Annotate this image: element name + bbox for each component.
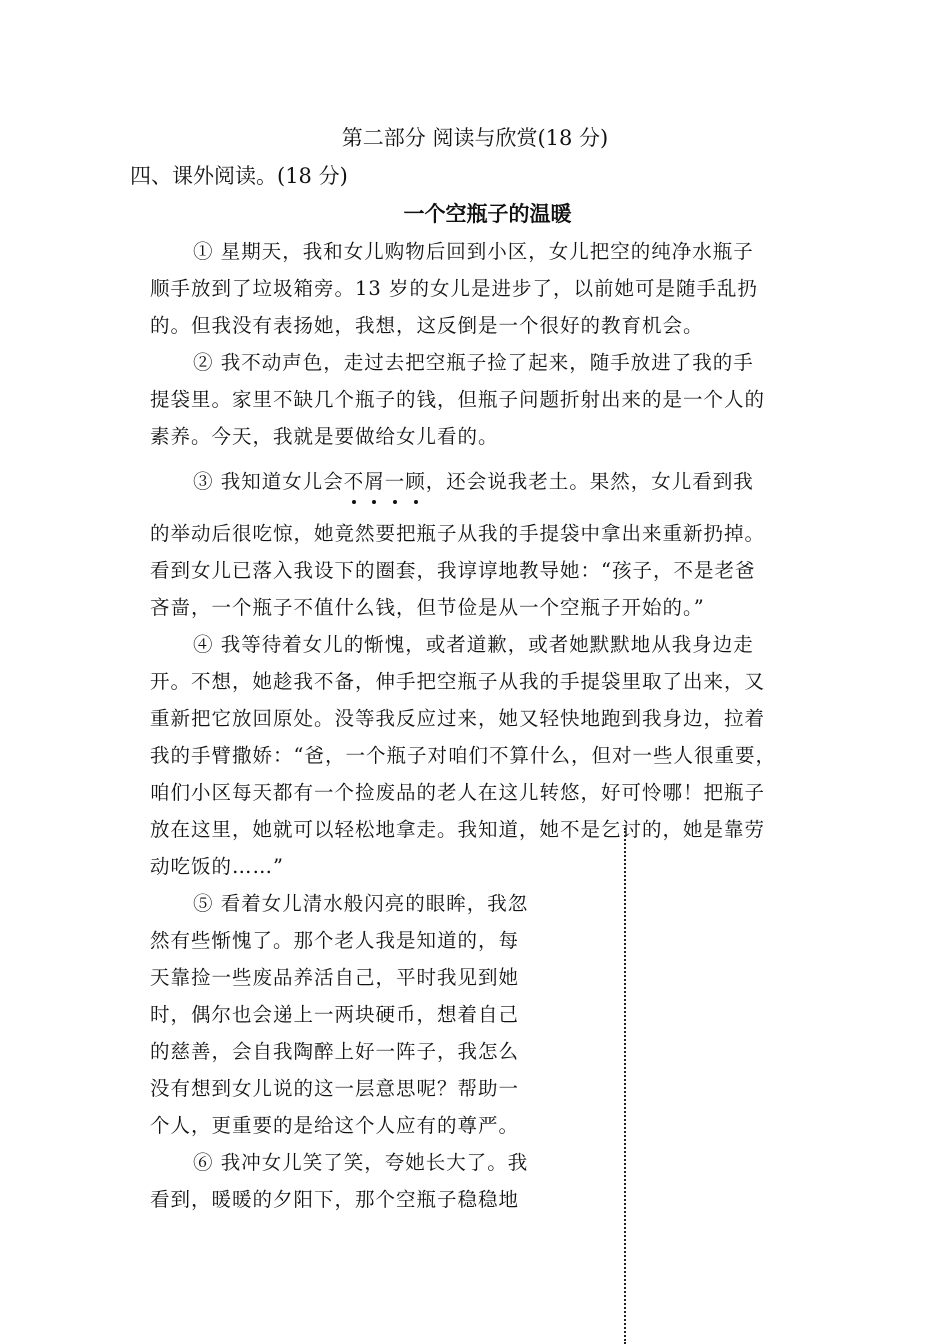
emphasis-char: 顾	[405, 466, 426, 494]
passage-line: 天靠捡一些废品养活自己，平时我见到她	[150, 966, 520, 989]
section-title	[130, 160, 348, 190]
passage-line: 放在这里，她就可以轻松地拿走。我知道，她不是乞讨的，她是靠劳	[150, 818, 766, 841]
emphasis-char: 屑	[364, 466, 385, 494]
passage-line: 开。不想，她趁我不备，伸手把空瓶子从我的手提袋里取了出来，又	[150, 670, 766, 693]
passage-line: 吝啬，一个瓶子不值什么钱，但节俭是从一个空瓶子开始的。”	[150, 596, 705, 619]
passage-line: 的举动后很吃惊，她竟然要把瓶子从我的手提袋中拿出来重新扔掉。	[150, 522, 766, 545]
emphasis-char: 一	[385, 466, 406, 494]
part-title: 第二部分 阅读与欣赏(18 分)	[341, 126, 609, 150]
passage-line: 没有想到女儿说的这一层意思呢？帮助一	[150, 1077, 520, 1100]
passage-line-emphasis	[193, 466, 754, 494]
passage-line: 重新把它放回原处。没等我反应过来，她又轻快地跑到我身边，拉着	[150, 707, 766, 730]
passage-line: 我的手臂撒娇：“爸，一个瓶子对咱们不算什么，但对一些人很重要，	[150, 744, 776, 767]
passage-line: 的。但我没有表扬她，我想，这反倒是一个很好的教育机会。	[150, 314, 704, 337]
emphasis-char: 不	[344, 466, 365, 494]
passage-line: 素养。今天，我就是要做给女儿看的。	[150, 425, 499, 448]
para3-before: ③ 我知道女儿会	[193, 470, 344, 493]
section-score: (18 分)	[277, 164, 348, 188]
passage-line: 时，偶尔也会递上一两块硬币，想着自己	[150, 1003, 520, 1026]
passage-line: ④ 我等待着女儿的惭愧，或者道歉，或者她默默地从我身边走	[193, 633, 754, 656]
passage-line: 看到，暖暖的夕阳下，那个空瓶子稳稳地	[150, 1188, 520, 1211]
passage-line: ⑥ 我冲女儿笑了笑，夸她长大了。我	[193, 1151, 529, 1174]
passage-line: 看到女儿已落入我设下的圈套，我谆谆地教导她：“孩子，不是老爸	[150, 559, 756, 582]
passage-line: ① 星期天，我和女儿购物后回到小区，女儿把空的纯净水瓶子	[193, 240, 754, 263]
passage-line: 咱们小区每天都有一个捡废品的老人在这儿转悠，好可怜哪！把瓶子	[150, 781, 766, 804]
section-label: 四、课外阅读。	[130, 164, 277, 188]
passage-line: 动吃饭的……”	[150, 855, 284, 878]
passage-line: 个人，更重要的是给这个人应有的尊严。	[150, 1114, 520, 1137]
passage-line: 提袋里。家里不缺几个瓶子的钱，但瓶子问题折射出来的是一个人的	[150, 388, 766, 411]
article-title: 一个空瓶子的温暖	[403, 202, 572, 226]
passage-line: 然有些惭愧了。那个老人我是知道的，每	[150, 929, 520, 952]
dotted-divider	[624, 828, 626, 1344]
para3-after: ，还会说我老土。果然，女儿看到我	[425, 470, 754, 493]
passage-line: 顺手放到了垃圾箱旁。13 岁的女儿是进步了，以前她可是随手乱扔	[150, 277, 759, 300]
passage-line: ⑤ 看着女儿清水般闪亮的眼眸，我忽	[193, 892, 529, 915]
passage-line: ② 我不动声色，走过去把空瓶子捡了起来，随手放进了我的手	[193, 351, 754, 374]
passage-line: 的慈善，会自我陶醉上好一阵子，我怎么	[150, 1040, 520, 1063]
